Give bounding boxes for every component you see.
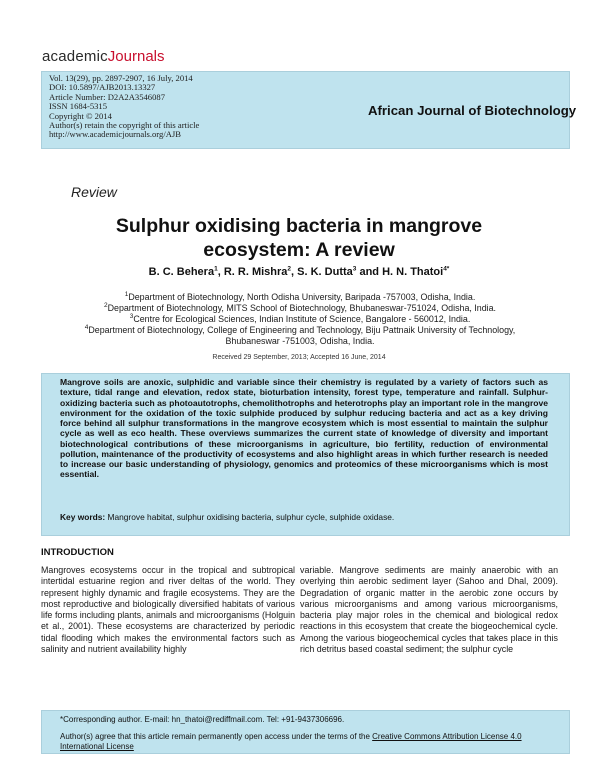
author-name: S. K. Dutta bbox=[297, 266, 353, 278]
license-notice bbox=[60, 732, 560, 752]
author-sup: 4* bbox=[443, 265, 450, 273]
affiliation-sup: 1 bbox=[124, 291, 129, 299]
author-sup: 2 bbox=[287, 265, 292, 273]
corresponding-author: *Corresponding author. E-mail: hn_thatoi@rediffmail.com. Tel: +91-9437306696. bbox=[60, 715, 345, 724]
logo-text-journals: Journals bbox=[107, 48, 165, 65]
author-name: H. N. Thatoi bbox=[382, 266, 444, 278]
affiliation-sup: 3 bbox=[129, 313, 134, 321]
affiliation bbox=[40, 314, 560, 324]
affiliation-text: Centre for Ecological Sciences, Indian Institute of Science, Bangalore - 560012, India. bbox=[133, 314, 471, 324]
copyright-line: Copyright © 2014 bbox=[49, 110, 112, 121]
author-sup: 1 bbox=[214, 265, 218, 273]
article-title: Sulphur oxidising bacteria in mangrove ecosystem: A review bbox=[115, 215, 483, 261]
abstract-text: Mangrove soils are anoxic, sulphidic and variable since their chemistry is regulated by a variety of factors such as texture, tidal range and elevation, redox state, bioturbation intensity, forest type, temperature and rainfall. Sulphur-oxidizing bacteria such as photoautotrophs, chemolithotrophs and heterotrophs play an important role in the mangrove environment for the oxidation of the toxic sulphide produced by sulphur reducing bacteria and act as a key driving force behind all sulphur transformations in the mangrove ecosystem which is most essential to maintain the sulphur cycle as well as eco health. These overviews summarizes the current state of knowledge of diversity and important biotechnological contributions of these microorganisms in agriculture, bio fertility, reduction of environmental pollution, maintenance of the productivity of ecosystems and also highlight areas in which further research is needed to increase our basic understanding of physiology, genomics and proteomics of these microorganisms which is most essential. bbox=[60, 377, 548, 480]
license-link[interactable]: Creative Commons Attribution License 4.0 International License bbox=[60, 732, 522, 751]
author-list: B. C. Behera$^1$, R. R. Mishra$^2$, S. K. Dutta$^3$ and H. N. Thatoi$^{4*}$ bbox=[148, 265, 450, 278]
affiliation bbox=[40, 292, 560, 302]
journal-logo bbox=[42, 48, 165, 65]
article-type: Review bbox=[71, 184, 117, 200]
license-text: Author(s) agree that this article remain permanently open access under the terms of the bbox=[60, 732, 373, 741]
author-sup: 3 bbox=[352, 265, 357, 273]
journal-name: African Journal of Biotechnology bbox=[368, 103, 577, 118]
affiliation-text: Department of Biotechnology, MITS School of Biotechnology, Bhubaneswar-751024, Odisha, India. bbox=[107, 303, 497, 313]
affiliation bbox=[40, 325, 560, 335]
keywords bbox=[60, 512, 550, 522]
logo-text-academic: academic bbox=[42, 48, 108, 65]
affiliation-sup: 4 bbox=[84, 324, 89, 332]
affiliation-sup: 2 bbox=[103, 302, 108, 310]
volume-line: Vol. 13(29), pp. 2897-2907, 16 July, 2014 bbox=[49, 73, 193, 83]
journal-url-link[interactable]: http://www.academicjournals.org/AJB bbox=[49, 129, 181, 140]
keywords-label: Key words: bbox=[60, 512, 106, 522]
rights-line: Author(s) retain the copyright of this article bbox=[49, 120, 200, 131]
affiliation bbox=[40, 303, 560, 313]
affiliation-text: Department of Biotechnology, College of Engineering and Technology, Biju Pattnaik University of Technology, bbox=[88, 325, 516, 335]
section-heading-introduction: INTRODUCTION bbox=[41, 547, 114, 558]
author-name: R. R. Mishra bbox=[223, 266, 288, 278]
issn-line: ISSN 1684-5315 bbox=[49, 101, 108, 112]
article-info-lines bbox=[49, 74, 199, 140]
received-dates: Received 29 September, 2013; Accepted 16 June, 2014 bbox=[212, 354, 386, 361]
article-number-line: Article Number: D2A2A3546087 bbox=[49, 91, 165, 102]
author-name: B. C. Behera bbox=[148, 266, 215, 278]
keywords-text: Mangrove habitat, sulphur oxidising bacteria, sulphur cycle, sulphide oxidase. bbox=[107, 512, 395, 522]
body-column-right: variable. Mangrove sediments are mainly anaerobic with an overlying thin aerobic sediment layer (Sahoo and Dhal, 2009). Degradation of organic matter in the aerobic zone occurs by various microorganisms and among various microorganisms, bacteria play major roles in the chemical and biological redox reactions in this ecosystem that create the biogeochemical cycle. Among the various biogeochemical cycles that takes place in this rich detritus based coastal sediment; the sulphur cycle bbox=[300, 565, 558, 654]
affiliation-continued: Bhubaneswar -751003, Odisha, India. bbox=[225, 336, 375, 346]
doi-line: DOI: 10.5897/AJB2013.13327 bbox=[49, 82, 156, 93]
body-column-left: Mangroves ecosystems occur in the tropical and subtropical intertidal estuarine region and river deltas of the world. They represent highly dynamic and fragile ecosystems. They are the most reproductive and biologically diversified habitats of various life forms including plants, animals and microorganisms (Holguin et al., 2001). These ecosystems are characterized by periodic tidal flooding which makes the environmental factors such as salinity and nutrient availability highly bbox=[41, 565, 295, 654]
affiliation-text: Department of Biotechnology, North Odisha University, Baripada -757003, Odisha, India. bbox=[128, 292, 476, 302]
